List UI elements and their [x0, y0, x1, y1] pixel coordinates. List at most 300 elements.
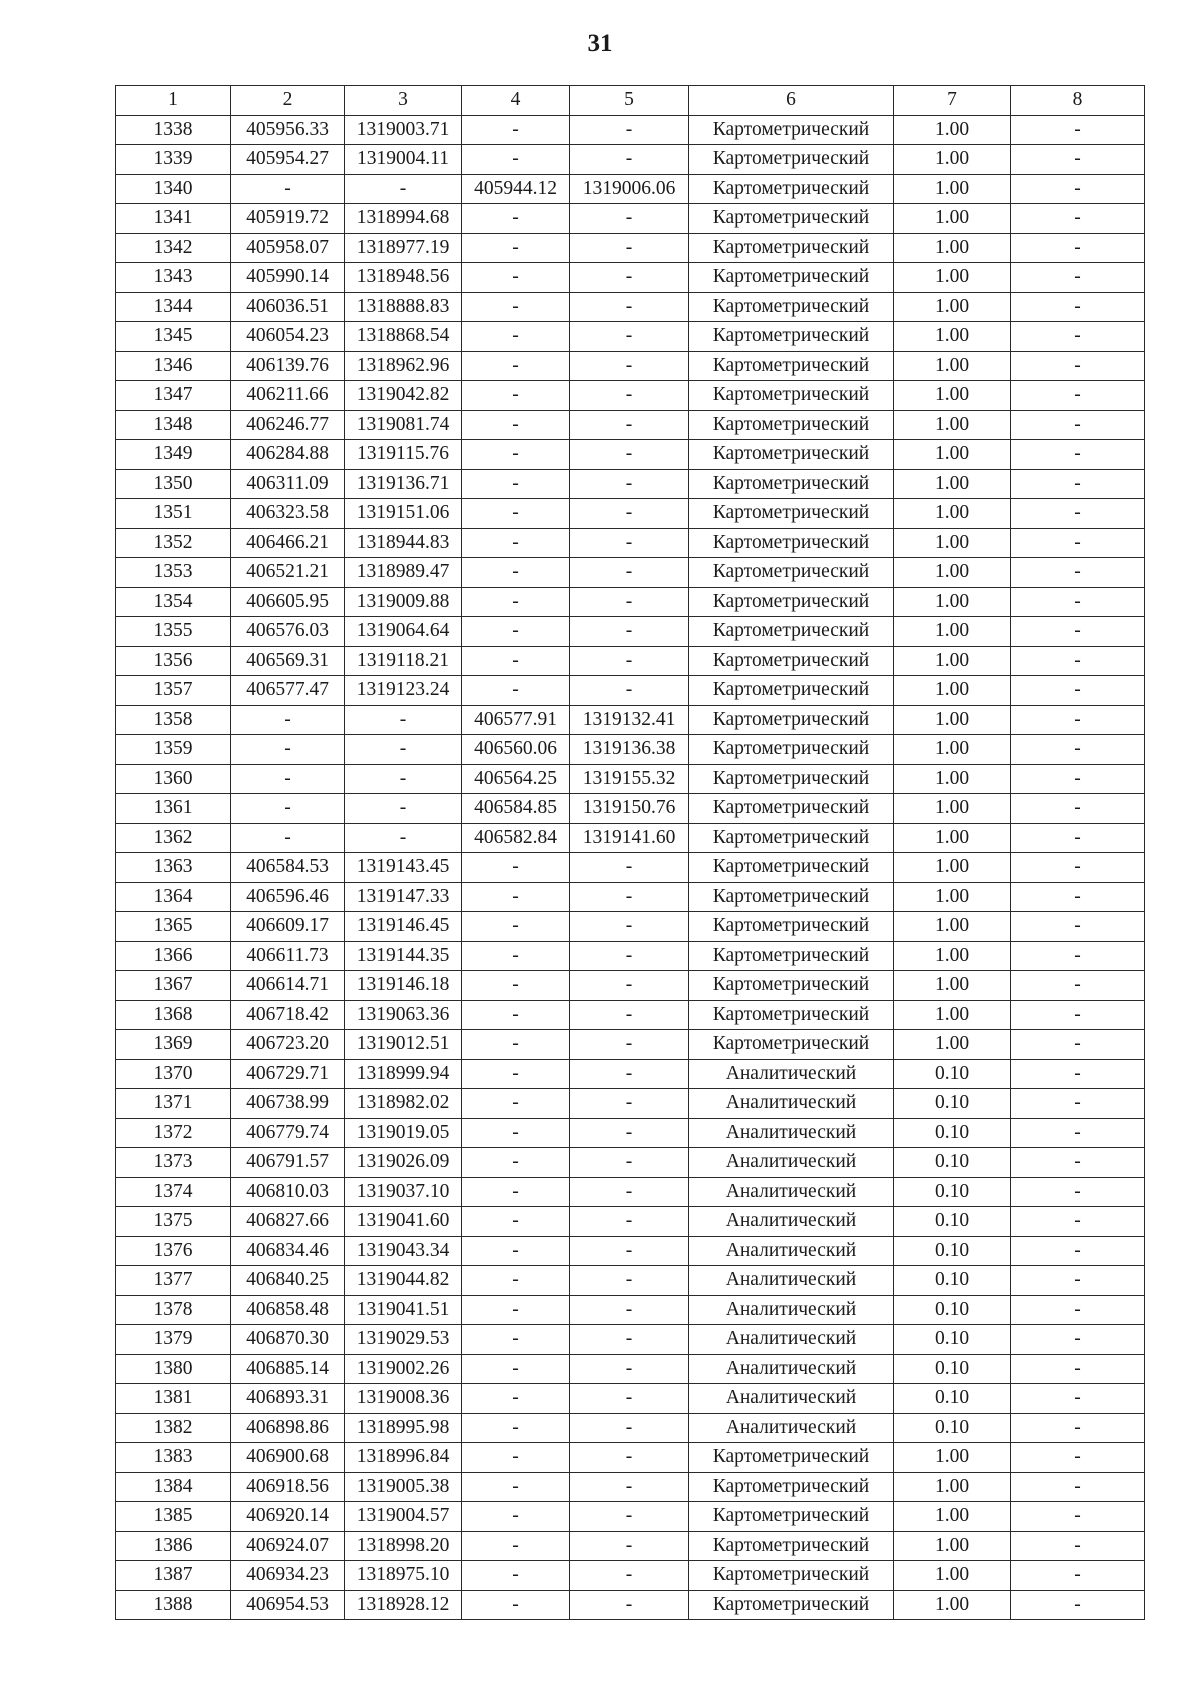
x-new-cell: - [462, 381, 570, 411]
method-cell: Картометрический [689, 558, 894, 588]
x-new-cell: - [462, 941, 570, 971]
x-coordinate-cell: 406576.03 [231, 617, 345, 647]
accuracy-cell: 1.00 [894, 735, 1011, 765]
note-cell: - [1011, 912, 1145, 942]
x-new-cell: - [462, 971, 570, 1001]
accuracy-cell: 1.00 [894, 794, 1011, 824]
y-new-cell: - [570, 233, 689, 263]
y-new-cell: - [570, 1472, 689, 1502]
x-coordinate-cell: 406920.14 [231, 1502, 345, 1532]
point-number-cell: 1376 [116, 1236, 231, 1266]
method-cell: Картометрический [689, 145, 894, 175]
method-cell: Аналитический [689, 1266, 894, 1296]
table-row [116, 1354, 1145, 1384]
accuracy-cell: 1.00 [894, 322, 1011, 352]
table-row [116, 528, 1145, 558]
y-new-cell: - [570, 145, 689, 175]
table-row [116, 853, 1145, 883]
note-cell: - [1011, 1590, 1145, 1620]
note-cell: - [1011, 617, 1145, 647]
accuracy-cell: 1.00 [894, 941, 1011, 971]
table-row [116, 1177, 1145, 1207]
method-cell: Аналитический [689, 1177, 894, 1207]
x-coordinate-cell: 406840.25 [231, 1266, 345, 1296]
y-coordinate-cell: 1318982.02 [345, 1089, 462, 1119]
point-number-cell: 1380 [116, 1354, 231, 1384]
method-cell: Картометрический [689, 469, 894, 499]
point-number-cell: 1384 [116, 1472, 231, 1502]
note-cell: - [1011, 764, 1145, 794]
note-cell: - [1011, 1207, 1145, 1237]
x-coordinate-cell: 406609.17 [231, 912, 345, 942]
method-cell: Картометрический [689, 410, 894, 440]
x-coordinate-cell: - [231, 705, 345, 735]
table-row [116, 1443, 1145, 1473]
x-coordinate-cell: 406577.47 [231, 676, 345, 706]
accuracy-cell: 0.10 [894, 1384, 1011, 1414]
y-coordinate-cell: 1319043.34 [345, 1236, 462, 1266]
x-coordinate-cell: 406521.21 [231, 558, 345, 588]
method-cell: Аналитический [689, 1059, 894, 1089]
method-cell: Аналитический [689, 1207, 894, 1237]
x-coordinate-cell: 406718.42 [231, 1000, 345, 1030]
method-cell: Картометрический [689, 971, 894, 1001]
point-number-cell: 1355 [116, 617, 231, 647]
x-new-cell: - [462, 882, 570, 912]
accuracy-cell: 0.10 [894, 1295, 1011, 1325]
table-row [116, 1148, 1145, 1178]
x-new-cell: - [462, 1354, 570, 1384]
x-new-cell: - [462, 1207, 570, 1237]
method-cell: Картометрический [689, 233, 894, 263]
y-new-cell: - [570, 115, 689, 145]
x-coordinate-cell: 406898.86 [231, 1413, 345, 1443]
note-cell: - [1011, 1384, 1145, 1414]
x-coordinate-cell: 405919.72 [231, 204, 345, 234]
x-new-cell: - [462, 1531, 570, 1561]
x-new-cell: 405944.12 [462, 174, 570, 204]
y-new-cell: - [570, 528, 689, 558]
y-coordinate-cell: 1318994.68 [345, 204, 462, 234]
table-row [116, 1030, 1145, 1060]
table-row [116, 1118, 1145, 1148]
note-cell: - [1011, 1236, 1145, 1266]
x-new-cell: - [462, 1443, 570, 1473]
note-cell: - [1011, 499, 1145, 529]
accuracy-cell: 1.00 [894, 764, 1011, 794]
x-coordinate-cell: 406870.30 [231, 1325, 345, 1355]
table-row [116, 381, 1145, 411]
y-new-cell: - [570, 1413, 689, 1443]
note-cell: - [1011, 1531, 1145, 1561]
y-coordinate-cell: 1318928.12 [345, 1590, 462, 1620]
accuracy-cell: 1.00 [894, 263, 1011, 293]
x-coordinate-cell: - [231, 764, 345, 794]
x-coordinate-cell: 406569.31 [231, 646, 345, 676]
x-coordinate-cell: 406211.66 [231, 381, 345, 411]
y-new-cell: - [570, 1177, 689, 1207]
point-number-cell: 1352 [116, 528, 231, 558]
x-new-cell: - [462, 676, 570, 706]
method-cell: Картометрический [689, 1531, 894, 1561]
x-new-cell: - [462, 1118, 570, 1148]
x-new-cell: - [462, 1325, 570, 1355]
y-new-cell: - [570, 204, 689, 234]
table-row [116, 1266, 1145, 1296]
note-cell: - [1011, 1000, 1145, 1030]
x-coordinate-cell: - [231, 823, 345, 853]
table-row [116, 1502, 1145, 1532]
y-new-cell: 1319141.60 [570, 823, 689, 853]
column-header: 2 [231, 86, 345, 116]
x-coordinate-cell: 406614.71 [231, 971, 345, 1001]
x-new-cell: - [462, 233, 570, 263]
table-row [116, 971, 1145, 1001]
accuracy-cell: 1.00 [894, 381, 1011, 411]
accuracy-cell: 1.00 [894, 145, 1011, 175]
accuracy-cell: 0.10 [894, 1207, 1011, 1237]
y-coordinate-cell: 1319064.64 [345, 617, 462, 647]
table-row [116, 882, 1145, 912]
x-new-cell: - [462, 263, 570, 293]
table-row [116, 1059, 1145, 1089]
point-number-cell: 1349 [116, 440, 231, 470]
table-row [116, 440, 1145, 470]
x-coordinate-cell: 406779.74 [231, 1118, 345, 1148]
y-coordinate-cell: 1318998.20 [345, 1531, 462, 1561]
y-coordinate-cell: 1319044.82 [345, 1266, 462, 1296]
method-cell: Картометрический [689, 1561, 894, 1591]
point-number-cell: 1386 [116, 1531, 231, 1561]
y-coordinate-cell: 1319029.53 [345, 1325, 462, 1355]
point-number-cell: 1354 [116, 587, 231, 617]
method-cell: Картометрический [689, 1000, 894, 1030]
x-coordinate-cell: 406139.76 [231, 351, 345, 381]
point-number-cell: 1363 [116, 853, 231, 883]
column-header: 1 [116, 86, 231, 116]
x-new-cell: - [462, 1030, 570, 1060]
note-cell: - [1011, 1266, 1145, 1296]
x-new-cell: - [462, 1089, 570, 1119]
page-number: 31 [587, 30, 613, 57]
x-coordinate-cell: 406584.53 [231, 853, 345, 883]
accuracy-cell: 1.00 [894, 1561, 1011, 1591]
accuracy-cell: 0.10 [894, 1118, 1011, 1148]
y-new-cell: 1319155.32 [570, 764, 689, 794]
table-row [116, 499, 1145, 529]
point-number-cell: 1373 [116, 1148, 231, 1178]
note-cell: - [1011, 1325, 1145, 1355]
accuracy-cell: 1.00 [894, 115, 1011, 145]
x-coordinate-cell: - [231, 174, 345, 204]
point-number-cell: 1382 [116, 1413, 231, 1443]
x-coordinate-cell: - [231, 794, 345, 824]
x-new-cell: - [462, 115, 570, 145]
y-coordinate-cell: 1318948.56 [345, 263, 462, 293]
note-cell: - [1011, 351, 1145, 381]
x-new-cell: - [462, 853, 570, 883]
x-new-cell: - [462, 204, 570, 234]
accuracy-cell: 1.00 [894, 823, 1011, 853]
y-new-cell: - [570, 1295, 689, 1325]
point-number-cell: 1364 [116, 882, 231, 912]
accuracy-cell: 1.00 [894, 1000, 1011, 1030]
point-number-cell: 1366 [116, 941, 231, 971]
point-number-cell: 1385 [116, 1502, 231, 1532]
x-coordinate-cell: 406954.53 [231, 1590, 345, 1620]
x-coordinate-cell: 406924.07 [231, 1531, 345, 1561]
x-new-cell: - [462, 1590, 570, 1620]
note-cell: - [1011, 1561, 1145, 1591]
accuracy-cell: 0.10 [894, 1236, 1011, 1266]
y-new-cell: - [570, 941, 689, 971]
method-cell: Картометрический [689, 587, 894, 617]
table-row [116, 1531, 1145, 1561]
accuracy-cell: 1.00 [894, 1502, 1011, 1532]
x-new-cell: - [462, 587, 570, 617]
table-row [116, 204, 1145, 234]
accuracy-cell: 0.10 [894, 1266, 1011, 1296]
x-new-cell: - [462, 617, 570, 647]
y-coordinate-cell: - [345, 764, 462, 794]
point-number-cell: 1383 [116, 1443, 231, 1473]
x-new-cell: - [462, 322, 570, 352]
x-new-cell: - [462, 351, 570, 381]
accuracy-cell: 1.00 [894, 351, 1011, 381]
x-coordinate-cell: 406934.23 [231, 1561, 345, 1591]
y-coordinate-cell: 1319151.06 [345, 499, 462, 529]
y-new-cell: - [570, 558, 689, 588]
accuracy-cell: 1.00 [894, 233, 1011, 263]
x-coordinate-cell: 406036.51 [231, 292, 345, 322]
method-cell: Картометрический [689, 528, 894, 558]
x-coordinate-cell: 405990.14 [231, 263, 345, 293]
table-row [116, 646, 1145, 676]
y-new-cell: - [570, 1531, 689, 1561]
method-cell: Аналитический [689, 1354, 894, 1384]
accuracy-cell: 0.10 [894, 1413, 1011, 1443]
note-cell: - [1011, 971, 1145, 1001]
method-cell: Картометрический [689, 794, 894, 824]
method-cell: Аналитический [689, 1325, 894, 1355]
x-coordinate-cell: - [231, 735, 345, 765]
y-new-cell: - [570, 1384, 689, 1414]
x-coordinate-cell: 406323.58 [231, 499, 345, 529]
table-row [116, 1295, 1145, 1325]
x-coordinate-cell: 406918.56 [231, 1472, 345, 1502]
y-new-cell: - [570, 587, 689, 617]
point-number-cell: 1347 [116, 381, 231, 411]
x-new-cell: 406584.85 [462, 794, 570, 824]
y-coordinate-cell: 1318995.98 [345, 1413, 462, 1443]
method-cell: Аналитический [689, 1089, 894, 1119]
x-coordinate-cell: 406596.46 [231, 882, 345, 912]
y-new-cell: - [570, 1148, 689, 1178]
point-number-cell: 1379 [116, 1325, 231, 1355]
y-new-cell: - [570, 1266, 689, 1296]
point-number-cell: 1359 [116, 735, 231, 765]
point-number-cell: 1346 [116, 351, 231, 381]
x-new-cell: - [462, 410, 570, 440]
y-coordinate-cell: 1319037.10 [345, 1177, 462, 1207]
y-coordinate-cell: 1319146.18 [345, 971, 462, 1001]
accuracy-cell: 0.10 [894, 1148, 1011, 1178]
y-coordinate-cell: 1318999.94 [345, 1059, 462, 1089]
table-row [116, 794, 1145, 824]
y-coordinate-cell: 1319123.24 [345, 676, 462, 706]
table-row [116, 941, 1145, 971]
y-coordinate-cell: 1319041.60 [345, 1207, 462, 1237]
x-coordinate-cell: 406738.99 [231, 1089, 345, 1119]
y-coordinate-cell: 1319012.51 [345, 1030, 462, 1060]
note-cell: - [1011, 1443, 1145, 1473]
x-coordinate-cell: 405954.27 [231, 145, 345, 175]
note-cell: - [1011, 145, 1145, 175]
x-coordinate-cell: 406284.88 [231, 440, 345, 470]
x-new-cell: - [462, 1236, 570, 1266]
table-row [116, 1000, 1145, 1030]
x-coordinate-cell: 406246.77 [231, 410, 345, 440]
note-cell: - [1011, 528, 1145, 558]
x-new-cell: - [462, 1502, 570, 1532]
table-row [116, 469, 1145, 499]
note-cell: - [1011, 1354, 1145, 1384]
x-new-cell: - [462, 292, 570, 322]
column-header: 7 [894, 86, 1011, 116]
method-cell: Картометрический [689, 115, 894, 145]
note-cell: - [1011, 1472, 1145, 1502]
note-cell: - [1011, 292, 1145, 322]
table-row [116, 764, 1145, 794]
y-coordinate-cell: - [345, 794, 462, 824]
method-cell: Картометрический [689, 1472, 894, 1502]
accuracy-cell: 1.00 [894, 1472, 1011, 1502]
y-new-cell: - [570, 1118, 689, 1148]
x-new-cell: - [462, 1413, 570, 1443]
y-new-cell: - [570, 1059, 689, 1089]
accuracy-cell: 1.00 [894, 617, 1011, 647]
y-coordinate-cell: 1319081.74 [345, 410, 462, 440]
y-coordinate-cell: 1318989.47 [345, 558, 462, 588]
accuracy-cell: 1.00 [894, 1531, 1011, 1561]
y-new-cell: - [570, 1561, 689, 1591]
point-number-cell: 1378 [116, 1295, 231, 1325]
x-new-cell: - [462, 1472, 570, 1502]
y-new-cell: - [570, 1443, 689, 1473]
x-coordinate-cell: 406893.31 [231, 1384, 345, 1414]
table-row [116, 823, 1145, 853]
method-cell: Картометрический [689, 1590, 894, 1620]
method-cell: Аналитический [689, 1413, 894, 1443]
method-cell: Картометрический [689, 764, 894, 794]
x-new-cell: - [462, 646, 570, 676]
column-header: 3 [345, 86, 462, 116]
y-coordinate-cell: 1318868.54 [345, 322, 462, 352]
x-coordinate-cell: 405956.33 [231, 115, 345, 145]
x-new-cell: - [462, 145, 570, 175]
point-number-cell: 1348 [116, 410, 231, 440]
method-cell: Картометрический [689, 735, 894, 765]
point-number-cell: 1381 [116, 1384, 231, 1414]
y-coordinate-cell: 1318888.83 [345, 292, 462, 322]
method-cell: Картометрический [689, 204, 894, 234]
note-cell: - [1011, 1177, 1145, 1207]
method-cell: Аналитический [689, 1118, 894, 1148]
point-number-cell: 1367 [116, 971, 231, 1001]
note-cell: - [1011, 853, 1145, 883]
x-coordinate-cell: 406729.71 [231, 1059, 345, 1089]
y-new-cell: - [570, 499, 689, 529]
method-cell: Картометрический [689, 676, 894, 706]
point-number-cell: 1388 [116, 1590, 231, 1620]
note-cell: - [1011, 705, 1145, 735]
accuracy-cell: 1.00 [894, 1443, 1011, 1473]
method-cell: Картометрический [689, 1030, 894, 1060]
x-new-cell: - [462, 1384, 570, 1414]
note-cell: - [1011, 735, 1145, 765]
note-cell: - [1011, 1295, 1145, 1325]
column-header: 4 [462, 86, 570, 116]
note-cell: - [1011, 1089, 1145, 1119]
method-cell: Картометрический [689, 617, 894, 647]
point-number-cell: 1341 [116, 204, 231, 234]
accuracy-cell: 1.00 [894, 971, 1011, 1001]
method-cell: Картометрический [689, 440, 894, 470]
method-cell: Картометрический [689, 705, 894, 735]
note-cell: - [1011, 1148, 1145, 1178]
y-new-cell: 1319150.76 [570, 794, 689, 824]
point-number-cell: 1357 [116, 676, 231, 706]
y-new-cell: - [570, 292, 689, 322]
x-coordinate-cell: 406827.66 [231, 1207, 345, 1237]
point-number-cell: 1339 [116, 145, 231, 175]
y-new-cell: 1319006.06 [570, 174, 689, 204]
table-row [116, 263, 1145, 293]
table-row [116, 145, 1145, 175]
table-row [116, 322, 1145, 352]
table-row [116, 676, 1145, 706]
y-new-cell: - [570, 1354, 689, 1384]
y-new-cell: - [570, 882, 689, 912]
point-number-cell: 1387 [116, 1561, 231, 1591]
point-number-cell: 1351 [116, 499, 231, 529]
x-coordinate-cell: 406605.95 [231, 587, 345, 617]
method-cell: Картометрический [689, 381, 894, 411]
table-row [116, 1384, 1145, 1414]
note-cell: - [1011, 410, 1145, 440]
y-new-cell: - [570, 322, 689, 352]
y-coordinate-cell: 1318977.19 [345, 233, 462, 263]
x-new-cell: - [462, 1148, 570, 1178]
point-number-cell: 1370 [116, 1059, 231, 1089]
table-row [116, 1413, 1145, 1443]
x-coordinate-cell: 406885.14 [231, 1354, 345, 1384]
point-number-cell: 1344 [116, 292, 231, 322]
y-coordinate-cell: 1319115.76 [345, 440, 462, 470]
y-new-cell: - [570, 410, 689, 440]
y-coordinate-cell: - [345, 705, 462, 735]
table-row [116, 410, 1145, 440]
accuracy-cell: 0.10 [894, 1059, 1011, 1089]
y-new-cell: - [570, 1030, 689, 1060]
point-number-cell: 1371 [116, 1089, 231, 1119]
point-number-cell: 1374 [116, 1177, 231, 1207]
y-coordinate-cell: 1319009.88 [345, 587, 462, 617]
table-row [116, 233, 1145, 263]
accuracy-cell: 1.00 [894, 1030, 1011, 1060]
method-cell: Картометрический [689, 1502, 894, 1532]
table-row [116, 558, 1145, 588]
